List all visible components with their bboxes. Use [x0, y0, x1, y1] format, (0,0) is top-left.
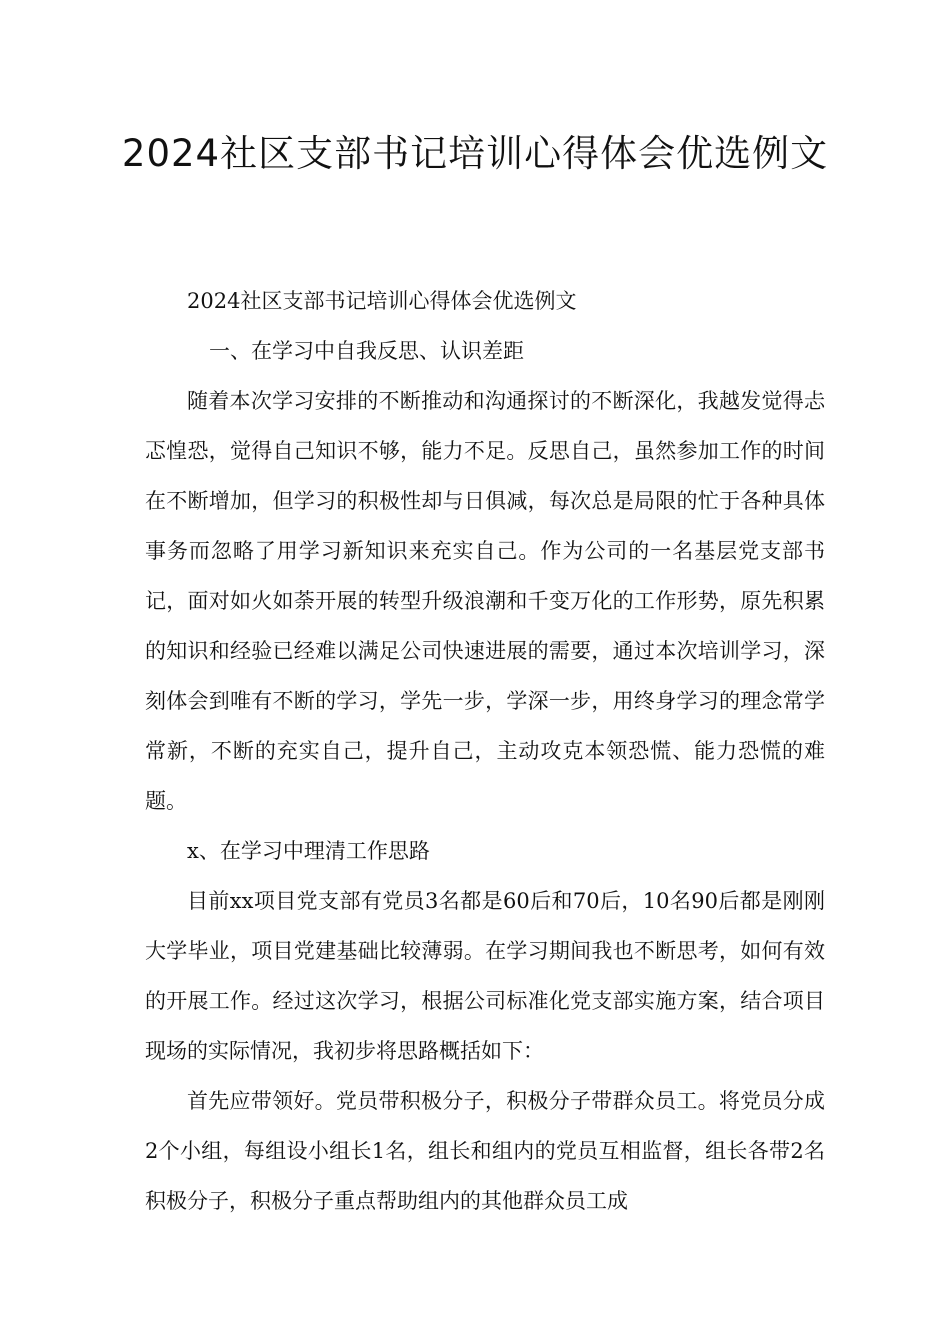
body-paragraph-2: 目前xx项目党支部有党员3名都是60后和70后，10名90后都是刚刚大学毕业，项目党建基础比较薄弱。在学习期间我也不断思考，如何有效的开展工作。经过这次学习，根据公司标准化党支部实施方案，结合项目现场的实际情况，我初步将思路概括如下：: [145, 889, 825, 1063]
section-heading-2: x、在学习中理清工作思路: [187, 839, 430, 863]
document-body: [145, 276, 825, 1226]
document-title: 2024社区支部书记培训心得体会优选例文: [121, 132, 829, 175]
body-paragraph-3: 首先应带领好。党员带积极分子，积极分子带群众员工。将党员分成2个小组，每组设小组长1名，组长和组内的党员互相监督，组长各带2名积极分子，积极分子重点帮助组内的其他群众员工成: [145, 1089, 825, 1213]
section-heading-1: 一、在学习中自我反思、认识差距: [209, 339, 524, 363]
intro-paragraph: 2024社区支部书记培训心得体会优选例文: [187, 289, 577, 313]
body-paragraph-1: 随着本次学习安排的不断推动和沟通探讨的不断深化，我越发觉得忐忑惶恐，觉得自己知识不够，能力不足。反思自己，虽然参加工作的时间在不断增加，但学习的积极性却与日俱减，每次总是局限的忙于各种具体事务而忽略了用学习新知识来充实自己。作为公司的一名基层党支部书记，面对如火如荼开展的转型升级浪潮和千变万化的工作形势，原先积累的知识和经验已经难以满足公司快速进展的需要，通过本次培训学习，深刻体会到唯有不断的学习，学先一步，学深一步，用终身学习的理念常学常新，不断的充实自己，提升自己，主动攻克本领恐慌、能力恐慌的难题。: [145, 389, 825, 813]
